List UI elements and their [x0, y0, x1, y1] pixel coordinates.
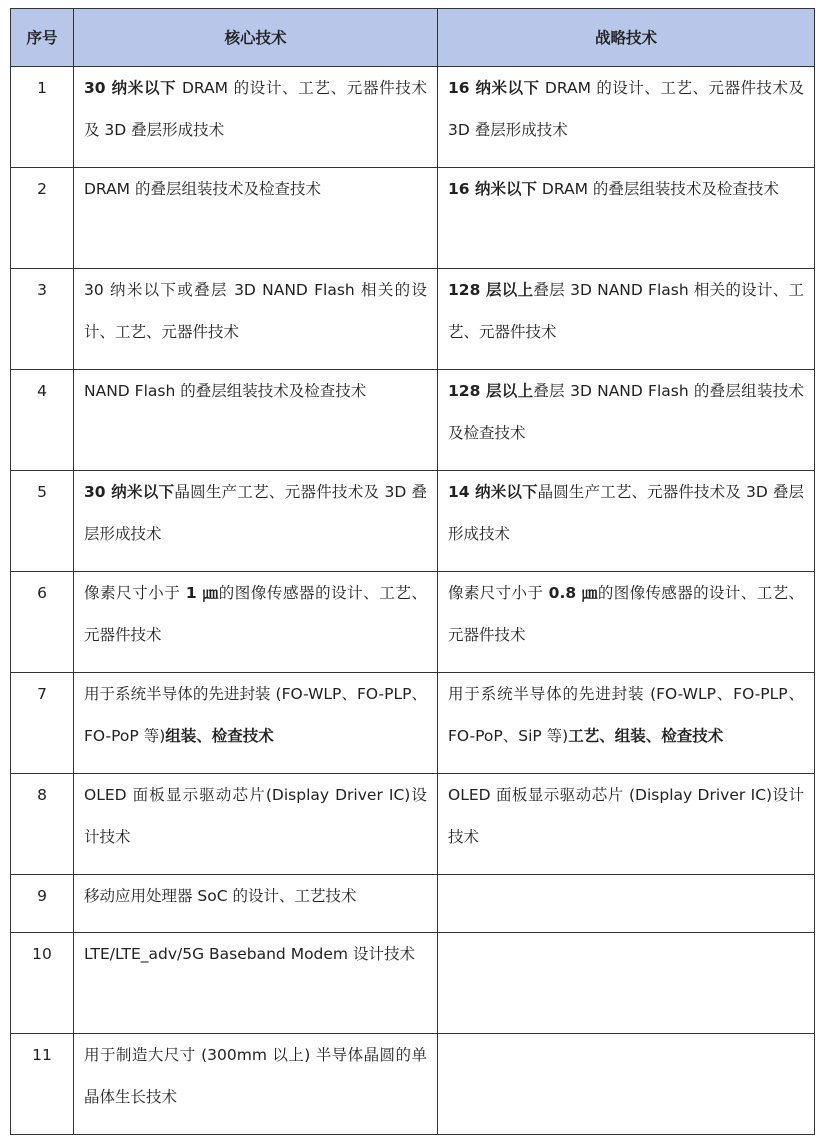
table-row [11, 933, 815, 1034]
row-index-cell: 3 [11, 269, 74, 370]
text-segment: 像素尺寸小于 [84, 584, 186, 602]
table-row [11, 471, 815, 572]
bold-text-segment: 16 纳米以下 [448, 180, 537, 198]
strategic-tech-cell [438, 67, 815, 168]
text-segment: 30 纳米以下或叠层 3D NAND Flash 相关的设计、工艺、元器件技术 [84, 281, 427, 341]
core-tech-cell [74, 875, 438, 933]
text-segment: OLED 面板显示驱动芯片 (Display Driver IC)设计技术 [448, 786, 804, 846]
tech-table-container [10, 8, 815, 1135]
table-body [11, 67, 815, 1135]
row-index-cell: 7 [11, 673, 74, 774]
core-tech-cell [74, 933, 438, 1034]
text-segment: 叠层 3D NAND Flash 相关的设计、工艺、元器件技术 [448, 281, 804, 341]
strategic-tech-cell [438, 875, 815, 933]
row-index-cell: 6 [11, 572, 74, 673]
core-tech-cell [74, 67, 438, 168]
table-row [11, 572, 815, 673]
row-index-cell: 9 [11, 875, 74, 933]
text-segment: 的图像传感器的设计、工艺、元器件技术 [84, 584, 427, 644]
bold-text-segment: 14 纳米以下 [448, 483, 538, 501]
table-row [11, 168, 815, 269]
bold-text-segment: 0.8 ㎛ [548, 584, 598, 602]
core-tech-cell [74, 673, 438, 774]
text-segment: 像素尺寸小于 [448, 584, 549, 602]
bold-text-segment: 128 层以上 [448, 382, 534, 400]
core-tech-cell [74, 1034, 438, 1135]
text-segment: DRAM 的设计、工艺、元器件技术及 3D 叠层形成技术 [84, 79, 427, 139]
core-tech-cell [74, 370, 438, 471]
bold-text-segment: 1 ㎛ [185, 584, 219, 602]
row-index-cell: 1 [11, 67, 74, 168]
strategic-tech-cell [438, 572, 815, 673]
core-tech-cell [74, 269, 438, 370]
table-row [11, 370, 815, 471]
text-segment: DRAM 的叠层组装技术及检查技术 [536, 180, 779, 198]
table-header-row [11, 9, 815, 67]
bold-text-segment: 128 层以上 [448, 281, 534, 299]
row-index-cell: 5 [11, 471, 74, 572]
text-segment: 用于制造大尺寸 (300mm 以上) 半导体晶圆的单晶体生长技术 [84, 1046, 427, 1106]
table-row [11, 269, 815, 370]
technology-table [10, 8, 815, 1135]
bold-text-segment: 30 纳米以下 [84, 79, 177, 97]
text-segment: 用于系统半导体的先进封装 (FO-WLP、FO-PLP、FO-PoP、SiP 等) [448, 685, 804, 745]
text-segment: 的图像传感器的设计、工艺、元器件技术 [448, 584, 804, 644]
text-segment: 晶圆生产工艺、元器件技术及 3D 叠层形成技术 [84, 483, 427, 543]
row-index-cell: 10 [11, 933, 74, 1034]
text-segment: DRAM 的设计、工艺、元器件技术及 3D 叠层形成技术 [448, 79, 804, 139]
bold-text-segment: 16 纳米以下 [448, 79, 540, 97]
core-tech-cell [74, 774, 438, 875]
strategic-tech-cell [438, 1034, 815, 1135]
text-segment: LTE/LTE_adv/5G Baseband Modem 设计技术 [84, 945, 415, 963]
strategic-tech-cell [438, 269, 815, 370]
row-index-cell: 11 [11, 1034, 74, 1135]
bold-text-segment: 组装、检查技术 [165, 727, 274, 745]
table-row [11, 875, 815, 933]
bold-text-segment: 工艺、组装、检查技术 [568, 727, 724, 745]
text-segment: 晶圆生产工艺、元器件技术及 3D 叠层形成技术 [448, 483, 804, 543]
row-index-cell: 4 [11, 370, 74, 471]
text-segment: 叠层 3D NAND Flash 的叠层组装技术及检查技术 [448, 382, 804, 442]
header-strategic-tech: 战略技术 [438, 9, 815, 67]
row-index-cell: 2 [11, 168, 74, 269]
core-tech-cell [74, 471, 438, 572]
strategic-tech-cell [438, 168, 815, 269]
table-row [11, 774, 815, 875]
table-row [11, 1034, 815, 1135]
header-index: 序号 [11, 9, 74, 67]
core-tech-cell [74, 168, 438, 269]
header-core-tech: 核心技术 [74, 9, 438, 67]
strategic-tech-cell [438, 933, 815, 1034]
text-segment: OLED 面板显示驱动芯片(Display Driver IC)设计技术 [84, 786, 427, 846]
text-segment: 用于系统半导体的先进封装 (FO-WLP、FO-PLP、FO-PoP 等) [84, 685, 427, 745]
text-segment: NAND Flash 的叠层组装技术及检查技术 [84, 382, 367, 400]
row-index-cell: 8 [11, 774, 74, 875]
text-segment: 移动应用处理器 SoC 的设计、工艺技术 [84, 887, 357, 905]
table-row [11, 673, 815, 774]
core-tech-cell [74, 572, 438, 673]
bold-text-segment: 30 纳米以下 [84, 483, 175, 501]
strategic-tech-cell [438, 471, 815, 572]
strategic-tech-cell [438, 370, 815, 471]
strategic-tech-cell [438, 673, 815, 774]
strategic-tech-cell [438, 774, 815, 875]
table-row [11, 67, 815, 168]
text-segment: DRAM 的叠层组装技术及检查技术 [84, 180, 321, 198]
